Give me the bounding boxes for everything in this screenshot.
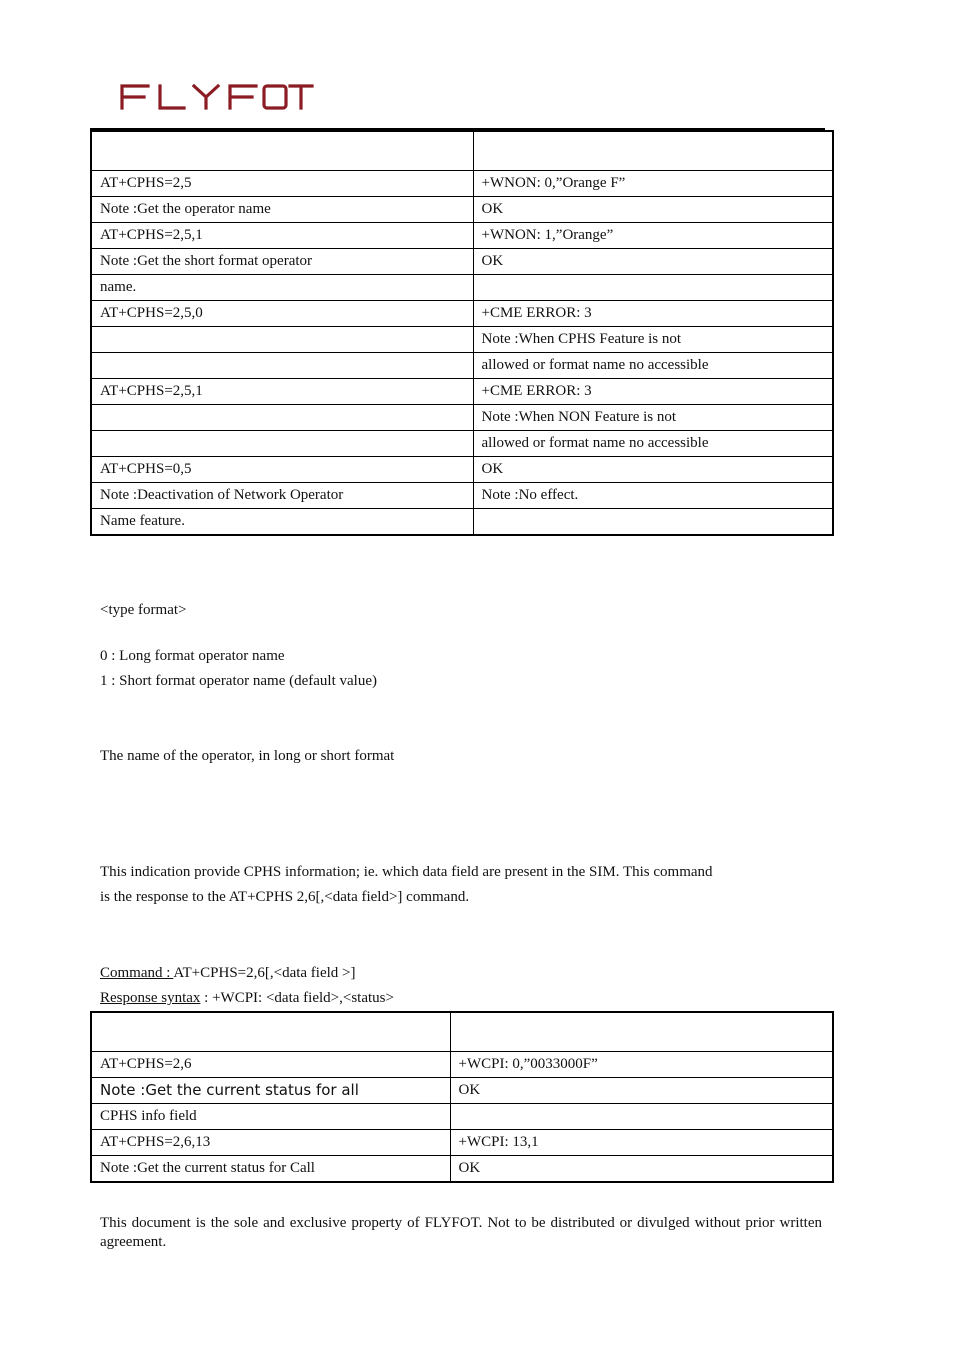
- response-cell: allowed or format name no accessible: [473, 431, 833, 457]
- table-row: [91, 197, 833, 223]
- response-cell: Note :No effect.: [473, 483, 833, 509]
- command-cell: [91, 327, 473, 353]
- table-row: [91, 1156, 833, 1183]
- table-row: [91, 483, 833, 509]
- table-header-cell: [450, 1012, 833, 1052]
- response-syntax: [100, 988, 394, 1008]
- table-row: [91, 171, 833, 197]
- table-header-cell: [91, 1012, 450, 1052]
- command-cell: [91, 405, 473, 431]
- command-cell: Note :Get the operator name: [91, 197, 473, 223]
- response-cell: Note :When NON Feature is not: [473, 405, 833, 431]
- operator-name-table: [90, 130, 834, 536]
- table-row: [91, 223, 833, 249]
- response-label: Response syntax: [100, 990, 201, 1006]
- table-header-row: [91, 131, 833, 171]
- table-row: [91, 353, 833, 379]
- table-row: [91, 1104, 833, 1130]
- table-row: [91, 1130, 833, 1156]
- command-cell: Note :Get the current status for Call: [91, 1156, 450, 1183]
- command-cell: AT+CPHS=0,5: [91, 457, 473, 483]
- response-cell: +WNON: 0,”Orange F”: [473, 171, 833, 197]
- flyfot-logo: [118, 80, 314, 114]
- command-label: Command :: [100, 965, 174, 981]
- table-row: [91, 275, 833, 301]
- type-format-heading: <type format>: [100, 602, 187, 618]
- footer-disclaimer: This document is the sole and exclusive property of FLYFOT. Not to be distributed or divulged without prior written agreement.: [100, 1215, 822, 1250]
- command-cell: AT+CPHS=2,6,13: [91, 1130, 450, 1156]
- response-cell: [450, 1104, 833, 1130]
- command-cell: AT+CPHS=2,5,0: [91, 301, 473, 327]
- operator-name-description: The name of the operator, in long or short format: [100, 748, 395, 764]
- command-cell: Note :Get the short format operator: [91, 249, 473, 275]
- command-cell: CPHS info field: [91, 1104, 450, 1130]
- table-row: [91, 301, 833, 327]
- command-cell: [91, 353, 473, 379]
- command-cell: AT+CPHS=2,6: [91, 1052, 450, 1078]
- table-row: [91, 327, 833, 353]
- command-cell: Note :Deactivation of Network Operator: [91, 483, 473, 509]
- table-row: [91, 431, 833, 457]
- response-cell: allowed or format name no accessible: [473, 353, 833, 379]
- table-header-row: [91, 1012, 833, 1052]
- response-cell: OK: [450, 1156, 833, 1183]
- response-cell: [473, 275, 833, 301]
- command-cell: AT+CPHS=2,5: [91, 171, 473, 197]
- response-cell: Note :When CPHS Feature is not: [473, 327, 833, 353]
- long-format-value: 0 : Long format operator name: [100, 648, 285, 664]
- response-cell: OK: [473, 249, 833, 275]
- table-row: [91, 379, 833, 405]
- short-format-value: 1 : Short format operator name (default value): [100, 673, 377, 689]
- command-cell: name.: [91, 275, 473, 301]
- indication-description-line1: This indication provide CPHS information; ie. which data field are present in the SIM. This command: [100, 864, 713, 880]
- cphs-info-table: [90, 1011, 834, 1183]
- table-row: [91, 509, 833, 536]
- command-cell: [91, 431, 473, 457]
- response-cell: +WCPI: 0,”0033000F”: [450, 1052, 833, 1078]
- table-row: [91, 405, 833, 431]
- response-cell: +CME ERROR: 3: [473, 379, 833, 405]
- response-cell: +WCPI: 13,1: [450, 1130, 833, 1156]
- command-cell: Note :Get the current status for all: [91, 1078, 450, 1104]
- response-value: : +WCPI: <data field>,<status>: [200, 990, 394, 1006]
- command-syntax: [100, 963, 356, 983]
- table-row: [91, 1052, 833, 1078]
- command-cell: Name feature.: [91, 509, 473, 536]
- command-value: AT+CPHS=2,6[,<data field >]: [173, 965, 356, 981]
- response-cell: OK: [473, 457, 833, 483]
- table-row: [91, 1078, 833, 1104]
- table-header-cell: [473, 131, 833, 171]
- command-cell: AT+CPHS=2,5,1: [91, 379, 473, 405]
- table-header-cell: [91, 131, 473, 171]
- response-cell: +CME ERROR: 3: [473, 301, 833, 327]
- response-cell: +WNON: 1,”Orange”: [473, 223, 833, 249]
- response-cell: OK: [450, 1078, 833, 1104]
- response-cell: OK: [473, 197, 833, 223]
- table-row: [91, 249, 833, 275]
- table-row: [91, 457, 833, 483]
- indication-description-line2: is the response to the AT+CPHS 2,6[,<data field>] command.: [100, 889, 470, 905]
- response-cell: [473, 509, 833, 536]
- command-cell: AT+CPHS=2,5,1: [91, 223, 473, 249]
